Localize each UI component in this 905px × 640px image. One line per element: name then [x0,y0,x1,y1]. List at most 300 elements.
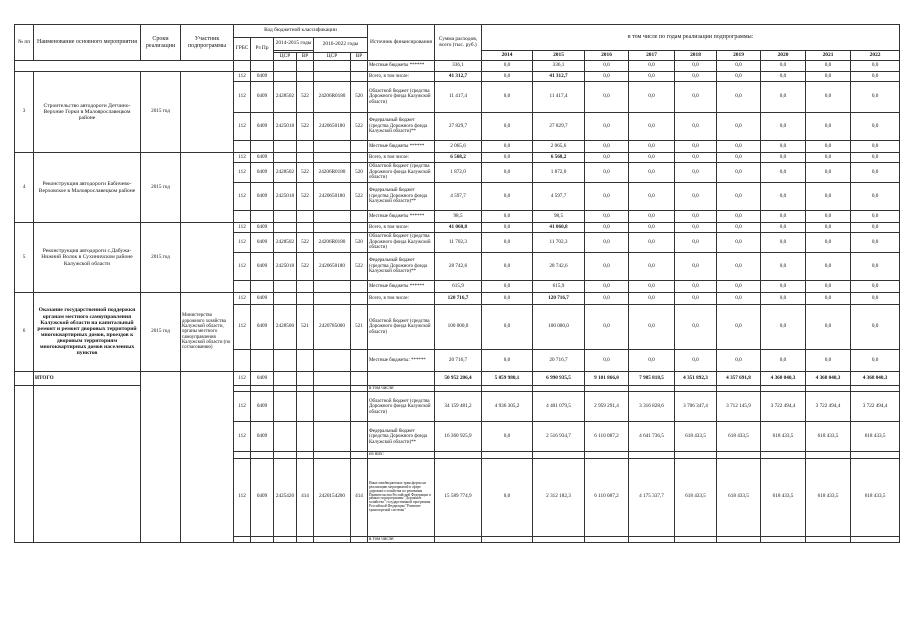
year-value: 0,0 [717,61,761,72]
year-value: 0,0 [717,253,761,281]
year-value: 0,0 [675,153,717,163]
funding-source: из них: [368,452,435,458]
code-vr2: 522 [351,113,368,141]
code-csr2 [314,350,351,372]
table-cell [368,372,435,386]
year-value: 0,0 [851,211,900,223]
year-value: 0,0 [806,253,851,281]
funding-source: Федеральный бюджет (средства Дорожного фонда Калужской области)** [368,113,435,141]
year-value: 0,0 [482,183,533,211]
table-cell [717,536,761,542]
year-value: 2 959 291,4 [585,392,629,422]
year-value: 0,0 [761,163,806,183]
table-cell [314,536,351,542]
year-value: 0,0 [585,183,629,211]
year-value: 0,0 [482,163,533,183]
year-value: 0,0 [482,61,533,72]
item-number: 6 [15,293,34,372]
code-grbs: 112 [234,392,251,422]
year-value: 3 316 828,6 [629,392,675,422]
col-source: Источник финансирования [368,25,435,61]
table-cell [351,536,368,542]
year-value: 0,0 [717,350,761,372]
code-vr1 [297,153,314,163]
funding-source: Местные бюджеты: ****** [368,350,435,372]
year-value: 0,0 [806,153,851,163]
code-csr2 [314,141,351,153]
code-csr1 [274,223,297,233]
code-csr1 [274,72,297,82]
funding-source: в том числе: [368,386,435,392]
year-value: 0,0 [717,233,761,253]
code-rz: 0409 [251,72,274,82]
code-csr1 [274,392,297,422]
code-csr1 [274,153,297,163]
table-cell [234,61,251,72]
year-value: 4 351 892,3 [675,372,717,386]
year-value: 615,9 [533,281,585,293]
year-value: 0,0 [675,82,717,113]
year-value: 0,0 [717,153,761,163]
code-grbs: 112 [234,153,251,163]
code-vr2: 414 [351,458,368,536]
code-rz: 0409 [251,183,274,211]
code-csr1 [274,422,297,452]
year-value: 0,0 [806,61,851,72]
item-participant [181,153,234,223]
year-value: 0,0 [675,293,717,305]
year-value: 0,0 [482,253,533,281]
year-value: 0,0 [761,113,806,141]
year-value: 3 712 145,9 [717,392,761,422]
table-cell [297,372,314,386]
year-value: 4 368 040,3 [761,372,806,386]
table-cell [274,372,297,386]
year-value: 0,0 [761,183,806,211]
sum-total: 16 360 925,9 [435,422,482,452]
code-csr2: 2420785000 [314,305,351,350]
code-vr2 [351,211,368,223]
table-cell [435,536,482,542]
code-vr2: 522 [351,183,368,211]
year-value: 0,0 [675,211,717,223]
year-value: 0,0 [585,211,629,223]
code-csr2: 24206R0180 [314,163,351,183]
year-value: 1 872,0 [533,163,585,183]
year-value: 618 433,5 [851,458,900,536]
code-csr2 [314,72,351,82]
year-value: 6 568,2 [533,153,585,163]
year-value: 0,0 [675,72,717,82]
code-vr2 [351,293,368,305]
code-csr1: 2425018 [274,253,297,281]
code-vr2 [351,350,368,372]
year-value: 0,0 [806,141,851,153]
table-cell [181,372,234,543]
year-value: 0,0 [629,233,675,253]
year-value: 0,0 [717,305,761,350]
code-grbs [234,141,251,153]
year-value: 4 401 079,5 [533,392,585,422]
code-vr1 [297,350,314,372]
code-grbs: 112 [234,163,251,183]
year-value: 0,0 [629,350,675,372]
year-value: 0,0 [717,293,761,305]
code-rz: 0409 [251,82,274,113]
sum-total: 15 589 774,9 [435,458,482,536]
item-participant [181,72,234,153]
year-value: 0,0 [482,82,533,113]
col-csr2: ЦСР [314,53,351,61]
table-cell [141,372,181,543]
code-rz: 0409 [251,163,274,183]
col-grbs: ГРБС [234,38,251,61]
year-value: 0,0 [585,305,629,350]
funding-source: Областной бюджет (средства Дорожного фонда Калужской области) [368,82,435,113]
code-vr1: 522 [297,233,314,253]
sum-total: 4 597,7 [435,183,482,211]
table-cell [675,536,717,542]
funding-source: Федеральный бюджет (средства Дорожного фонда Калужской области)** [368,422,435,452]
code-csr1: 2428502 [274,233,297,253]
col-name: Наименование основного мероприятия [34,25,141,61]
year-value: 0,0 [806,82,851,113]
year-value: 4 936 305,2 [482,392,533,422]
table-row [15,372,900,386]
code-grbs [234,211,251,223]
year-value: 4 368 040,3 [851,372,900,386]
code-grbs: 112 [234,253,251,281]
year-value: 28 742,6 [533,253,585,281]
code-grbs [234,281,251,293]
year-value: 20 716,7 [533,350,585,372]
year-value: 0,0 [761,305,806,350]
year-value: 0,0 [851,141,900,153]
sum-total: 120 716,7 [435,293,482,305]
code-csr2: 2420154200 [314,458,351,536]
sum-total: 41 312,7 [435,72,482,82]
year-value: 0,0 [761,281,806,293]
code-csr1 [274,211,297,223]
year-2021: 2021 [806,51,851,61]
item-terms: 2015 год [141,72,181,153]
code-csr2: 2420650180 [314,253,351,281]
year-value: 618 433,5 [851,422,900,452]
sum-total: 6 568,2 [435,153,482,163]
code-vr1 [297,223,314,233]
year-value: 0,0 [585,141,629,153]
year-value: 0,0 [585,223,629,233]
table-cell [15,386,34,543]
year-value: 0,0 [806,72,851,82]
code-rz [251,211,274,223]
year-value: 9 101 866,0 [585,372,629,386]
year-value: 0,0 [585,350,629,372]
year-value: 27 829,7 [533,113,585,141]
funding-source: Всего, в том числе: [368,293,435,305]
item-name: Реконструкция автодороги с.Дабужа-Нижний Волок в Сухиничском районе Калужской области [34,223,141,293]
year-value: 0,0 [761,253,806,281]
year-value: 4 175 337,7 [629,458,675,536]
code-csr2: 2420650180 [314,113,351,141]
item-terms: 2015 год [141,293,181,372]
code-csr2 [314,281,351,293]
table-cell [274,536,297,542]
funding-source: Всего, в том числе: [368,223,435,233]
item-number: 3 [15,72,34,153]
table-cell [251,536,274,542]
sum-total: 1 872,0 [435,163,482,183]
year-value: 0,0 [629,183,675,211]
item-participant [181,223,234,293]
year-value: 0,0 [629,61,675,72]
code-rz: 0409 [251,113,274,141]
year-value: 0,0 [585,113,629,141]
table-cell [851,536,900,542]
year-value: 2 312 182,3 [533,458,585,536]
year-value: 6 110 087,2 [585,458,629,536]
year-value: 0,0 [629,293,675,305]
code-rz: 0409 [251,372,274,386]
code-vr1: 414 [297,458,314,536]
year-value: 0,0 [806,305,851,350]
code-rz: 0409 [251,253,274,281]
year-value: 0,0 [806,113,851,141]
year-value: 0,0 [629,305,675,350]
sum-total: 34 159 481,2 [435,392,482,422]
year-value: 0,0 [761,82,806,113]
col-vr1: ВР [297,53,314,61]
year-value: 0,0 [851,72,900,82]
col-terms: Сроки реализации [141,25,181,61]
year-value: 618 433,5 [675,422,717,452]
sum-total: 2 065,6 [435,141,482,153]
funding-source: Местные бюджеты ****** [368,281,435,293]
funding-source: Федеральный бюджет (средства Дорожного фонда Калужской области)** [368,253,435,281]
year-2018: 2018 [675,51,717,61]
col-csr1: ЦСР [274,53,297,61]
year-value: 11 702,3 [533,233,585,253]
col-budget-code: Код бюджетной классификации [234,25,368,38]
code-vr2 [351,153,368,163]
year-value: 0,0 [851,350,900,372]
year-2020: 2020 [761,51,806,61]
code-csr1: 2425018 [274,183,297,211]
code-csr1: 2428502 [274,82,297,113]
code-grbs: 112 [234,183,251,211]
table-cell [297,536,314,542]
table-cell [15,372,34,386]
year-value: 0,0 [482,458,533,536]
total-label: ИТОГО [34,372,141,386]
table-row [15,153,900,163]
code-rz: 0409 [251,305,274,350]
code-csr2 [314,211,351,223]
year-value: 0,0 [629,141,675,153]
code-vr1: 522 [297,253,314,281]
funding-source: Местные бюджеты ****** [368,211,435,223]
code-rz: 0409 [251,223,274,233]
year-value: 0,0 [851,113,900,141]
year-value: 0,0 [629,82,675,113]
code-csr1: 2425420 [274,458,297,536]
year-2019: 2019 [717,51,761,61]
year-2022: 2022 [851,51,900,61]
funding-source: Федеральный бюджет (средства Дорожного фонда Калужской области)** [368,183,435,211]
code-csr1: 2428500 [274,305,297,350]
code-csr1 [274,350,297,372]
col-2016-2022: 2016-2022 годы [314,38,368,53]
funding-source: Иные межбюджетные трансферты на реализацию мероприятий в сфере дорожного хозяйства по решениям Правительства Российской Федерации в рамках подпрограммы "Дорожное хозяйство" государственной программы Российской Федерации "Развитие транспортной системы" [368,458,435,536]
table-row [15,293,900,305]
year-value: 0,0 [717,183,761,211]
year-value: 618 433,5 [675,458,717,536]
table-cell [351,61,368,72]
year-value: 0,0 [675,281,717,293]
year-value: 41 312,7 [533,72,585,82]
year-value: 0,0 [585,253,629,281]
code-vr2: 522 [351,253,368,281]
code-grbs: 112 [234,223,251,233]
sum-total: 615,9 [435,281,482,293]
budget-table [14,24,900,543]
year-value: 0,0 [717,211,761,223]
funding-source: Областной бюджет (средства Дорожного фонда Калужской области) [368,392,435,422]
year-value: 0,0 [585,153,629,163]
year-value: 0,0 [629,72,675,82]
year-value: 0,0 [629,113,675,141]
item-terms: 2015 год [141,153,181,223]
year-value: 0,0 [761,153,806,163]
code-grbs: 112 [234,293,251,305]
table-cell [15,61,234,72]
year-value: 100 000,0 [533,305,585,350]
sum-total: 98,5 [435,211,482,223]
year-value: 0,0 [629,153,675,163]
year-value: 0,0 [851,82,900,113]
code-grbs [234,350,251,372]
code-grbs: 112 [234,372,251,386]
year-value: 0,0 [806,281,851,293]
table-cell [806,536,851,542]
sum-total: 11 417,4 [435,82,482,113]
code-grbs: 112 [234,72,251,82]
year-value: 0,0 [482,223,533,233]
year-value: 0,0 [482,113,533,141]
code-csr2: 2420650180 [314,183,351,211]
year-value: 41 060,8 [533,223,585,233]
year-value: 0,0 [851,153,900,163]
year-value: 4 597,7 [533,183,585,211]
year-value: 0,0 [675,113,717,141]
code-grbs: 112 [234,422,251,452]
col-sum: Сумма расходов, всего (тыс. руб.) [435,25,482,61]
code-csr2 [314,392,351,422]
code-csr2: 24206R0180 [314,82,351,113]
year-value: 0,0 [585,82,629,113]
sum-total: 11 702,3 [435,233,482,253]
year-value: 0,0 [482,72,533,82]
year-value: 0,0 [717,141,761,153]
code-csr2 [314,293,351,305]
year-value: 0,0 [717,223,761,233]
year-value: 0,0 [761,72,806,82]
year-value: 4 357 691,8 [717,372,761,386]
year-value: 0,0 [717,113,761,141]
funding-source: Всего, в том числе: [368,72,435,82]
year-value: 0,0 [629,163,675,183]
year-value: 4 368 040,3 [806,372,851,386]
code-vr1: 522 [297,183,314,211]
year-value: 0,0 [761,211,806,223]
code-vr1 [297,392,314,422]
funding-source: Всего, в том числе: [368,153,435,163]
year-value: 0,0 [482,350,533,372]
code-rz: 0409 [251,422,274,452]
code-vr1 [297,281,314,293]
code-rz [251,350,274,372]
code-vr2 [351,281,368,293]
year-value: 0,0 [585,281,629,293]
year-value: 0,0 [585,61,629,72]
year-value: 618 433,5 [717,422,761,452]
year-value: 0,0 [675,163,717,183]
code-vr1 [297,293,314,305]
code-vr1: 522 [297,82,314,113]
year-value: 120 716,7 [533,293,585,305]
table-cell [34,386,141,543]
year-value: 0,0 [806,233,851,253]
code-csr2: 24206R0180 [314,233,351,253]
funding-source: Местные бюджеты ****** [368,141,435,153]
sum-total: 41 060,8 [435,223,482,233]
year-value: 0,0 [675,305,717,350]
table-cell [274,61,297,72]
code-grbs: 112 [234,305,251,350]
year-value: 0,0 [482,233,533,253]
year-value: 0,0 [717,82,761,113]
year-value: 6 110 087,2 [585,422,629,452]
table-cell [251,61,274,72]
sum-total: 100 000,0 [435,305,482,350]
code-vr2: 520 [351,233,368,253]
code-vr1: 522 [297,113,314,141]
table-cell [533,536,585,542]
code-csr2 [314,422,351,452]
funding-source: Местные бюджеты ****** [368,61,435,72]
code-rz [251,281,274,293]
code-vr2 [351,141,368,153]
year-value: 0,0 [585,72,629,82]
item-participant: Министерство дорожного хозяйства Калужской области, органы местного самоуправления Калужской области (по согласованию) [181,293,234,372]
year-value: 0,0 [482,281,533,293]
year-value: 0,0 [585,233,629,253]
code-csr1 [274,281,297,293]
year-value: 0,0 [851,233,900,253]
code-grbs: 112 [234,233,251,253]
table-cell [482,536,533,542]
year-value: 0,0 [851,293,900,305]
item-name: Оказание государственной поддержки органам местного самоуправления Калужской области на капитальный ремонт и ремонт дворовых территорий многоквартирных домов, проездов к дворовым территориям многоквартирных домов населенных пунктов [34,293,141,372]
year-value: 0,0 [851,253,900,281]
table-cell [351,372,368,386]
table-row [15,61,900,72]
year-value: 6 990 935,5 [533,372,585,386]
year-value: 0,0 [482,211,533,223]
code-vr2 [351,422,368,452]
year-value: 0,0 [761,350,806,372]
sum-total: 27 829,7 [435,113,482,141]
